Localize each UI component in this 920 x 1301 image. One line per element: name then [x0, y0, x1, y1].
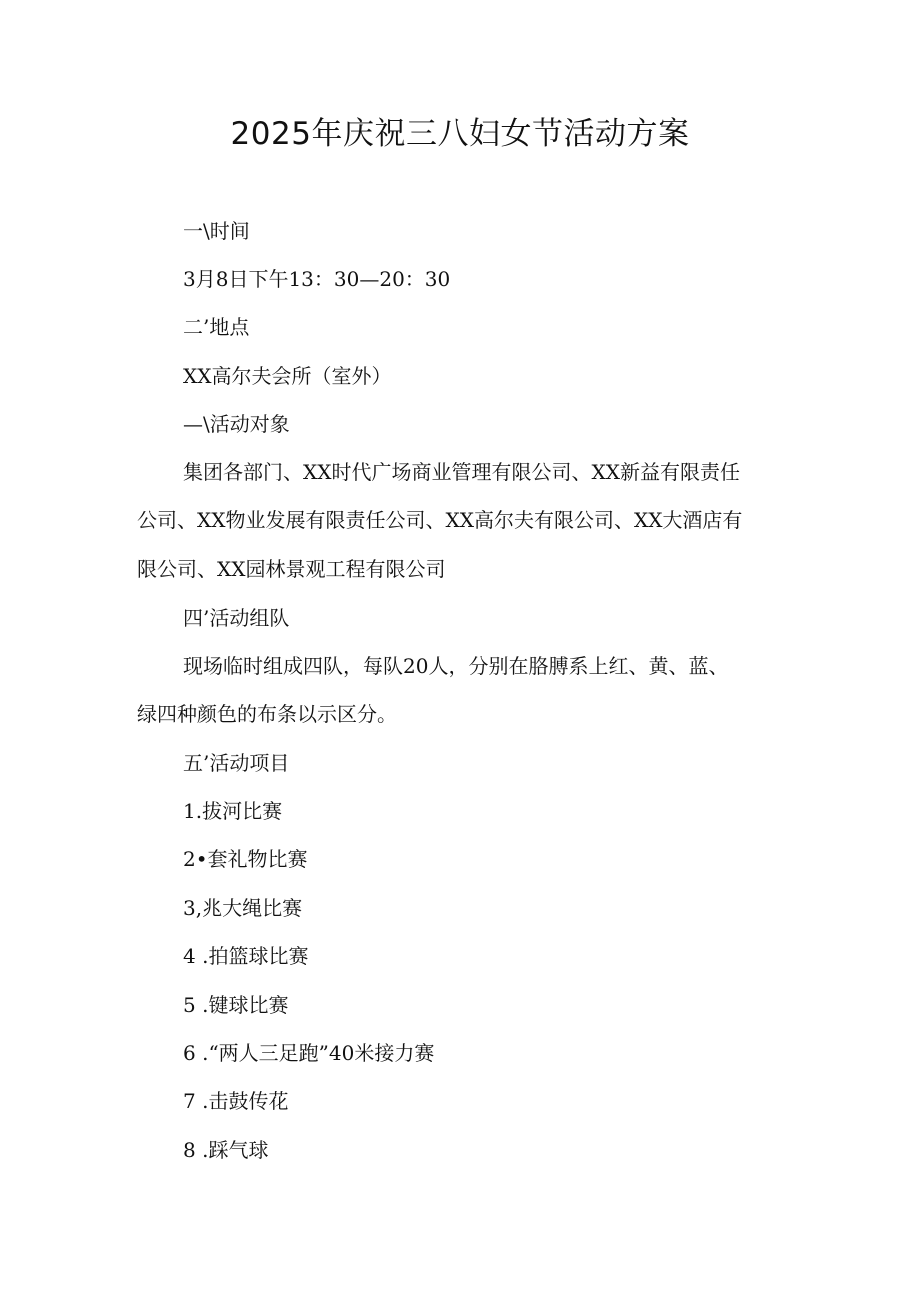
participants-paragraph-line-3: 限公司、XX园林景观工程有限公司	[137, 557, 446, 581]
section-heading-participants: —\活动对象	[183, 412, 290, 436]
teams-paragraph-line-2: 绿四种颜色的布条以示区分。	[137, 702, 397, 726]
time-text: 3月8日下午13：30—20：30	[183, 267, 451, 291]
document-title: 2025年庆祝三八妇女节活动方案	[230, 116, 690, 152]
activity-item: 3,兆大绳比赛	[183, 896, 303, 920]
activity-item: 1.拔河比赛	[183, 799, 283, 823]
participants-paragraph-line-1: 集团各部门、XX时代广场商业管理有限公司、XX新益有限责任	[183, 460, 740, 484]
teams-paragraph-line-1: 现场临时组成四队，每队20人，分别在胳膊系上红、黄、蓝、	[183, 654, 729, 678]
activity-item: 5 .键球比赛	[183, 993, 289, 1017]
activity-item: 2•套礼物比赛	[183, 847, 308, 871]
section-heading-activities: 五’活动项目	[183, 751, 290, 775]
activity-item: 7 .击鼓传花	[183, 1089, 289, 1113]
section-heading-location: 二’地点	[183, 315, 250, 339]
activity-item: 8 .踩气球	[183, 1138, 269, 1162]
location-text: XX高尔夫会所（室外）	[183, 364, 392, 388]
participants-paragraph-line-2: 公司、XX物业发展有限责任公司、XX高尔夫有限公司、XX大酒店有	[137, 508, 743, 532]
section-heading-teams: 四’活动组队	[183, 606, 290, 630]
activity-item: 4 .拍篮球比赛	[183, 944, 309, 968]
section-heading-time: 一\时间	[183, 219, 250, 243]
activity-item: 6 .“两人三足跑”40米接力赛	[183, 1041, 435, 1065]
